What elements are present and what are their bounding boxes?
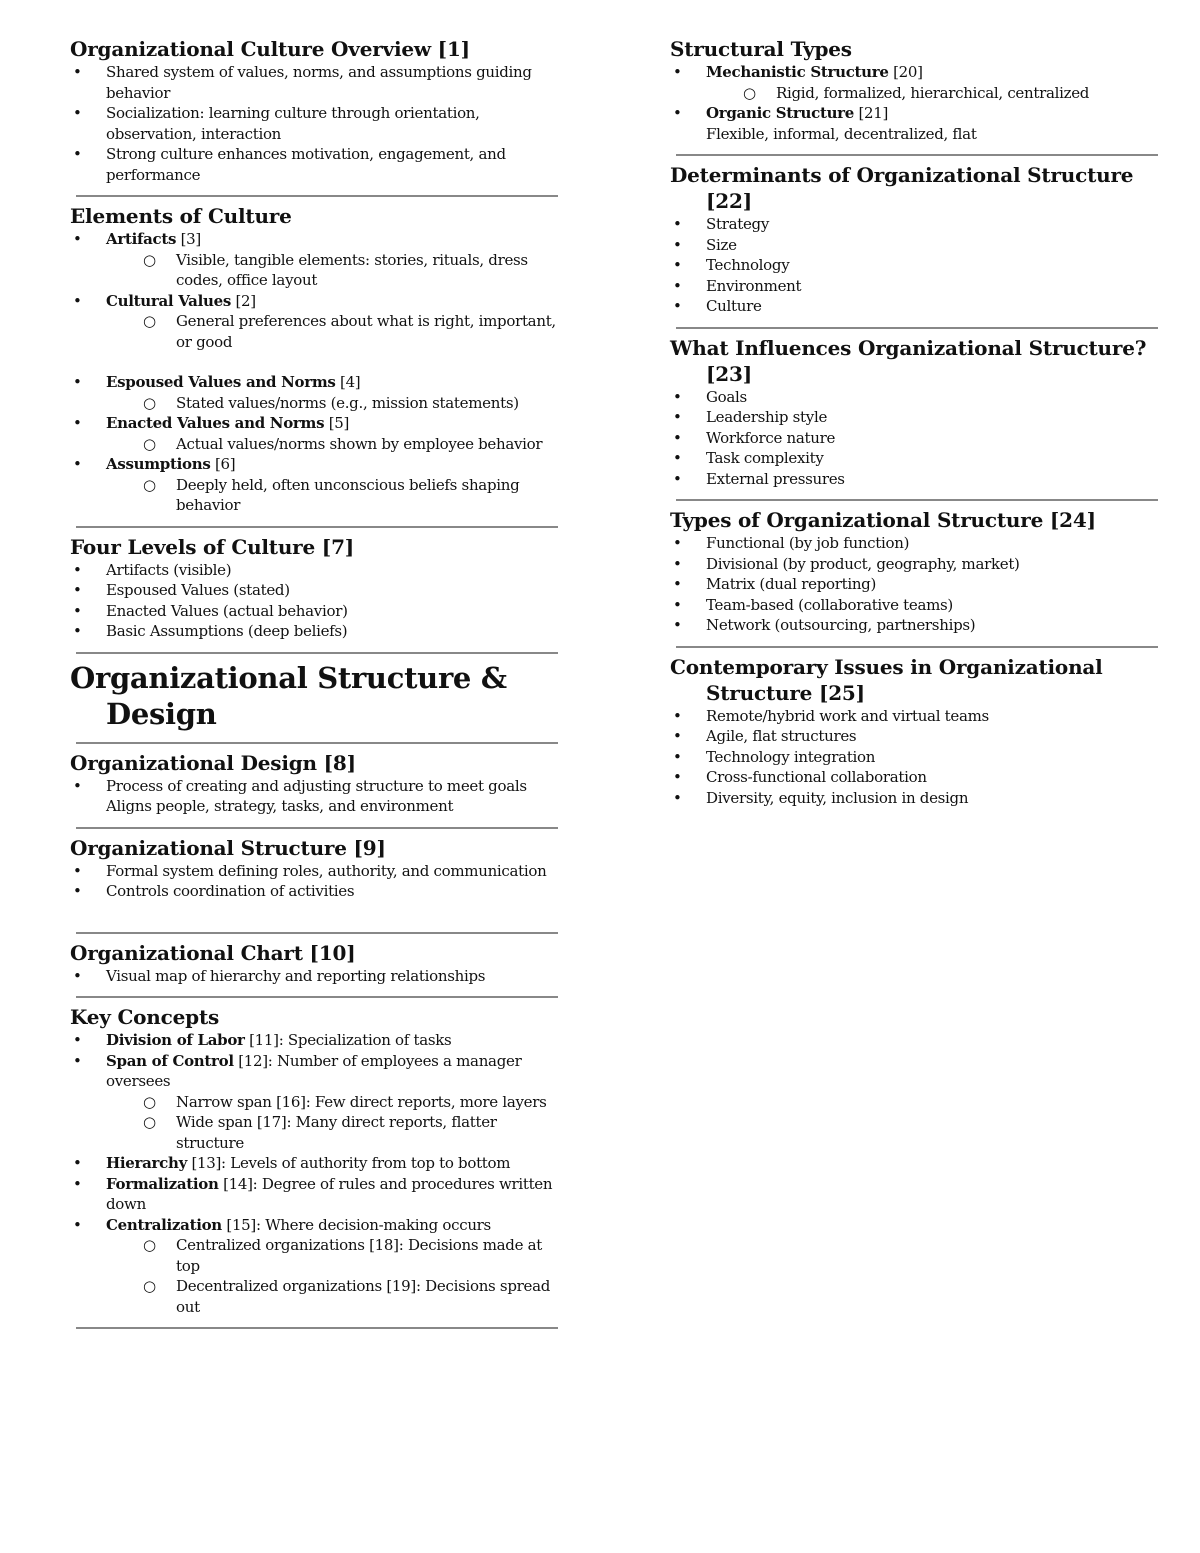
bullet-list xyxy=(70,1030,560,1317)
list-item: • Espoused Values and Norms [4] xyxy=(73,373,361,391)
right-column xyxy=(670,30,1160,808)
list-item: • Assumptions [6] xyxy=(73,455,236,473)
list-item: • Basic Assumptions (deep beliefs) xyxy=(73,622,348,640)
list-item: • Process of creating and adjusting structure to meet goals Aligns people, strategy, tasks, and environment xyxy=(73,776,527,815)
org-structure-section xyxy=(70,835,560,922)
section-title: Organizational Chart [10] xyxy=(70,940,356,965)
bullet-list xyxy=(670,706,1160,809)
list-item: • Size xyxy=(673,235,737,254)
list-item: • Formal system defining roles, authority, and communication xyxy=(73,861,547,880)
left-column xyxy=(70,30,560,1333)
sub-list-item: ○ Visible, tangible elements: stories, rituals, dress codes, office layout xyxy=(143,250,528,289)
list-item: • Socialization: learning culture through orientation, observation, interaction xyxy=(73,104,480,143)
section-divider xyxy=(76,1327,558,1329)
spacer xyxy=(70,902,560,922)
four-levels-section xyxy=(70,534,560,642)
section-divider xyxy=(76,652,558,654)
list-item: • Team-based (collaborative teams) xyxy=(673,595,953,614)
list-item: • Cultural Values [2] xyxy=(73,291,256,310)
list-item: • Agile, flat structures xyxy=(673,727,857,745)
bullet-list xyxy=(70,62,560,185)
bullet-list xyxy=(70,776,560,817)
influences-section xyxy=(670,335,1160,490)
list-item: • Functional (by job function) xyxy=(673,534,910,552)
list-item: • Remote/hybrid work and virtual teams xyxy=(673,706,989,725)
list-item: • Mechanistic Structure [20] xyxy=(673,63,923,81)
elements-of-culture-section xyxy=(70,203,560,516)
list-item: • Task complexity xyxy=(673,449,824,467)
bullet-list xyxy=(70,560,560,642)
bullet-list xyxy=(70,861,560,902)
section-divider xyxy=(76,526,558,528)
sub-list-item: ○ General preferences about what is right, important, or good xyxy=(143,312,556,351)
list-item: • Enacted Values (actual behavior) xyxy=(73,601,348,620)
list-item: • Leadership style xyxy=(673,408,828,426)
section-title: Organizational Design [8] xyxy=(70,750,356,775)
contemporary-issues-section xyxy=(670,654,1160,809)
types-section xyxy=(670,507,1160,636)
structural-types-section xyxy=(670,36,1160,144)
list-item: • Workforce nature xyxy=(673,428,836,447)
bullet-list xyxy=(70,229,560,352)
key-concepts-section xyxy=(70,1004,560,1317)
sub-list-item: ○ Wide span [17]: Many direct reports, flatter structure xyxy=(143,1113,497,1152)
section-title: Structural Types xyxy=(670,37,852,61)
section-divider xyxy=(76,827,558,829)
list-item: • Shared system of values, norms, and assumptions guiding behavior xyxy=(73,63,532,102)
section-divider xyxy=(676,499,1158,501)
list-item: • Enacted Values and Norms [5] xyxy=(73,414,350,432)
sub-list-item: ○ Narrow span [16]: Few direct reports, more layers xyxy=(143,1092,547,1111)
list-item: • Divisional (by product, geography, market) xyxy=(673,554,1020,573)
section-divider xyxy=(76,996,558,998)
spacer xyxy=(70,352,560,372)
list-item: • Artifacts (visible) xyxy=(73,560,232,579)
sub-list-item: ○ Stated values/norms (e.g., mission statements) xyxy=(143,393,519,412)
bullet-list xyxy=(670,387,1160,490)
list-item: • Matrix (dual reporting) xyxy=(673,575,877,593)
section-divider xyxy=(676,646,1158,648)
list-item: • Culture xyxy=(673,297,762,315)
list-item: • Hierarchy [13]: Levels of authority from top to bottom xyxy=(73,1154,511,1172)
section-title: Key Concepts xyxy=(70,1005,220,1029)
list-item: • Technology integration xyxy=(673,747,876,766)
section-title: Contemporary Issues in Organizational Structure [25] xyxy=(670,654,1103,705)
bullet-list xyxy=(70,966,560,987)
list-item: • Espoused Values (stated) xyxy=(73,581,290,599)
list-item: • External pressures xyxy=(673,469,845,488)
list-item: • Network (outsourcing, partnerships) xyxy=(673,616,976,634)
section-title: Determinants of Organizational Structure [22] xyxy=(670,163,1134,213)
list-item: • Visual map of hierarchy and reporting relationships xyxy=(73,966,486,985)
list-item: • Technology xyxy=(673,256,790,274)
sub-list-item: ○ Centralized organizations [18]: Decisions made at top xyxy=(143,1236,542,1275)
sub-list-item: ○ Actual values/norms shown by employee behavior xyxy=(143,434,543,453)
section-divider xyxy=(76,742,558,744)
section-title: Elements of Culture xyxy=(70,204,292,228)
list-item: • Strong culture enhances motivation, engagement, and performance xyxy=(73,145,506,184)
org-chart-section xyxy=(70,940,560,987)
list-item: • Controls coordination of activities xyxy=(73,882,355,900)
sub-list-item: ○ Decentralized organizations [19]: Decisions spread out xyxy=(143,1277,551,1316)
section-divider xyxy=(76,195,558,197)
section-title: Four Levels of Culture [7] xyxy=(70,534,355,559)
list-item: • Span of Control [12]: Number of employees a manager oversees xyxy=(73,1051,522,1090)
list-item: • Formalization [14]: Degree of rules and procedures written down xyxy=(73,1174,553,1213)
main-heading: Organizational Structure & Design xyxy=(70,660,507,731)
determinants-section xyxy=(670,162,1160,317)
org-design-section xyxy=(70,750,560,817)
list-item: • Cross-functional collaboration xyxy=(673,768,927,786)
section-title: What Influences Organizational Structure? [23] xyxy=(670,335,1147,386)
list-item: • Diversity, equity, inclusion in design xyxy=(673,788,969,807)
bullet-list xyxy=(670,533,1160,636)
list-item: • Strategy xyxy=(673,215,769,233)
bullet-list xyxy=(70,372,560,516)
sub-list-item: ○ Rigid, formalized, hierarchical, centralized xyxy=(743,83,1090,102)
bullet-list xyxy=(670,62,1160,144)
list-item: • Centralization [15]: Where decision-making occurs xyxy=(73,1215,491,1234)
section-divider xyxy=(676,327,1158,329)
section-title: Organizational Culture Overview [1] xyxy=(70,37,470,61)
list-item: • Goals xyxy=(673,387,747,406)
section-divider xyxy=(676,154,1158,156)
section-title: Organizational Structure [9] xyxy=(70,835,386,860)
sub-list-item: ○ Deeply held, often unconscious beliefs shaping behavior xyxy=(143,475,520,514)
section-title: Types of Organizational Structure [24] xyxy=(670,508,1096,532)
bullet-list xyxy=(670,214,1160,317)
section-divider xyxy=(76,932,558,934)
list-item: • Organic Structure [21] Flexible, informal, decentralized, flat xyxy=(673,104,977,143)
culture-overview-section xyxy=(70,36,560,185)
list-item: • Division of Labor [11]: Specialization of tasks xyxy=(73,1031,452,1049)
list-item: • Artifacts [3] xyxy=(73,230,201,248)
list-item: • Environment xyxy=(673,276,802,295)
